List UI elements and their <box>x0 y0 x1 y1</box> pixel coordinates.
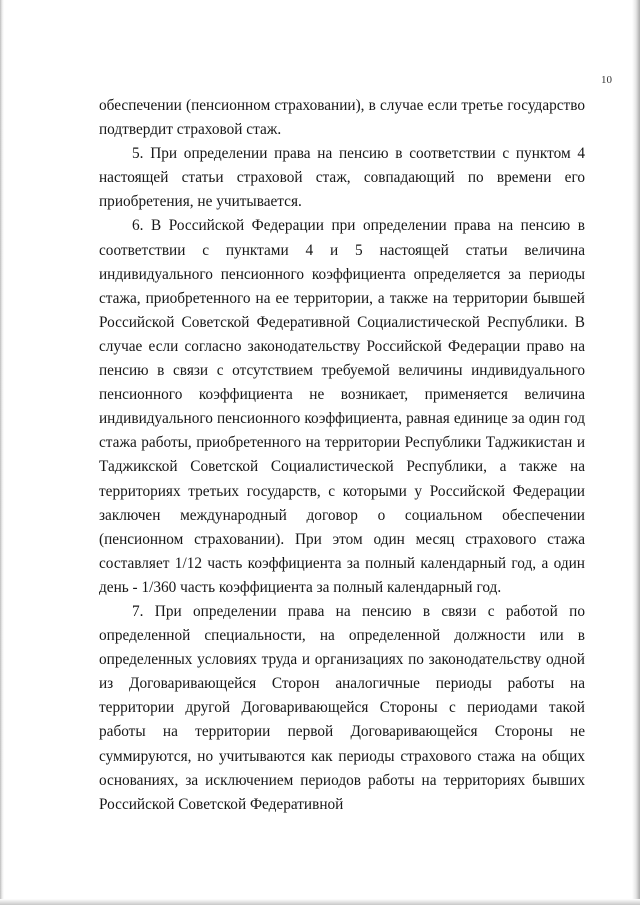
document-body <box>99 94 585 817</box>
paragraph-continuation: обеспечении (пенсионном страховании), в случае если третье государство подтвердит страховой стаж. <box>99 97 585 139</box>
paragraph-item-7: 7. При определении права на пенсию в связи с работой по определенной специальности, на определенной должности или в определенных условиях труда и организациях по законодательству одной из Договаривающейся Сторон аналогичные периоды работы на территории другой Договаривающейся Стороны с периодами такой работы на территории первой Договаривающейся Стороны не суммируются, но учитываются как периоды страхового стажа на общих основаниях, за исключением периодов работы на территориях бывших Российской Советской Федеративной <box>99 602 585 813</box>
scan-edge-right <box>632 0 640 905</box>
paragraph-item-6: 6. В Российской Федерации при определении права на пенсию в соответствии с пунктами 4 и 5 настоящей статьи величина индивидуального пенсионного коэффициента определяется за периоды стажа, приобретенного на ее территории, а также на территории бывшей Российской Советской Федеративной Социалистической Республики. В случае если согласно законодательству Российской Федерации право на пенсию в связи с отсутствием требуемой величины индивидуального пенсионного коэффициента не возникает, применяется величина индивидуального пенсионного коэффициента, равная единице за один год стажа работы, приобретенного на территории Республики Таджикистан и Таджикской Советской Социалистической Республики, а также на территориях третьих государств, с которыми у Российской Федерации заключен международный договор о социальном обеспечении (пенсионном страховании). При этом один месяц страхового стажа составляет 1/12 часть коэффициента за полный календарный год, а один день - 1/360 часть коэффициента за полный календарный год. <box>99 217 585 596</box>
page-number: 10 <box>601 74 612 86</box>
scan-edge-left <box>0 0 4 905</box>
scan-edge-bottom <box>0 899 640 905</box>
paragraph-item-5: 5. При определении права на пенсию в соответствии с пунктом 4 настоящей статьи страховой стаж, совпадающий по времени его приобретения, не учитывается. <box>99 145 585 211</box>
